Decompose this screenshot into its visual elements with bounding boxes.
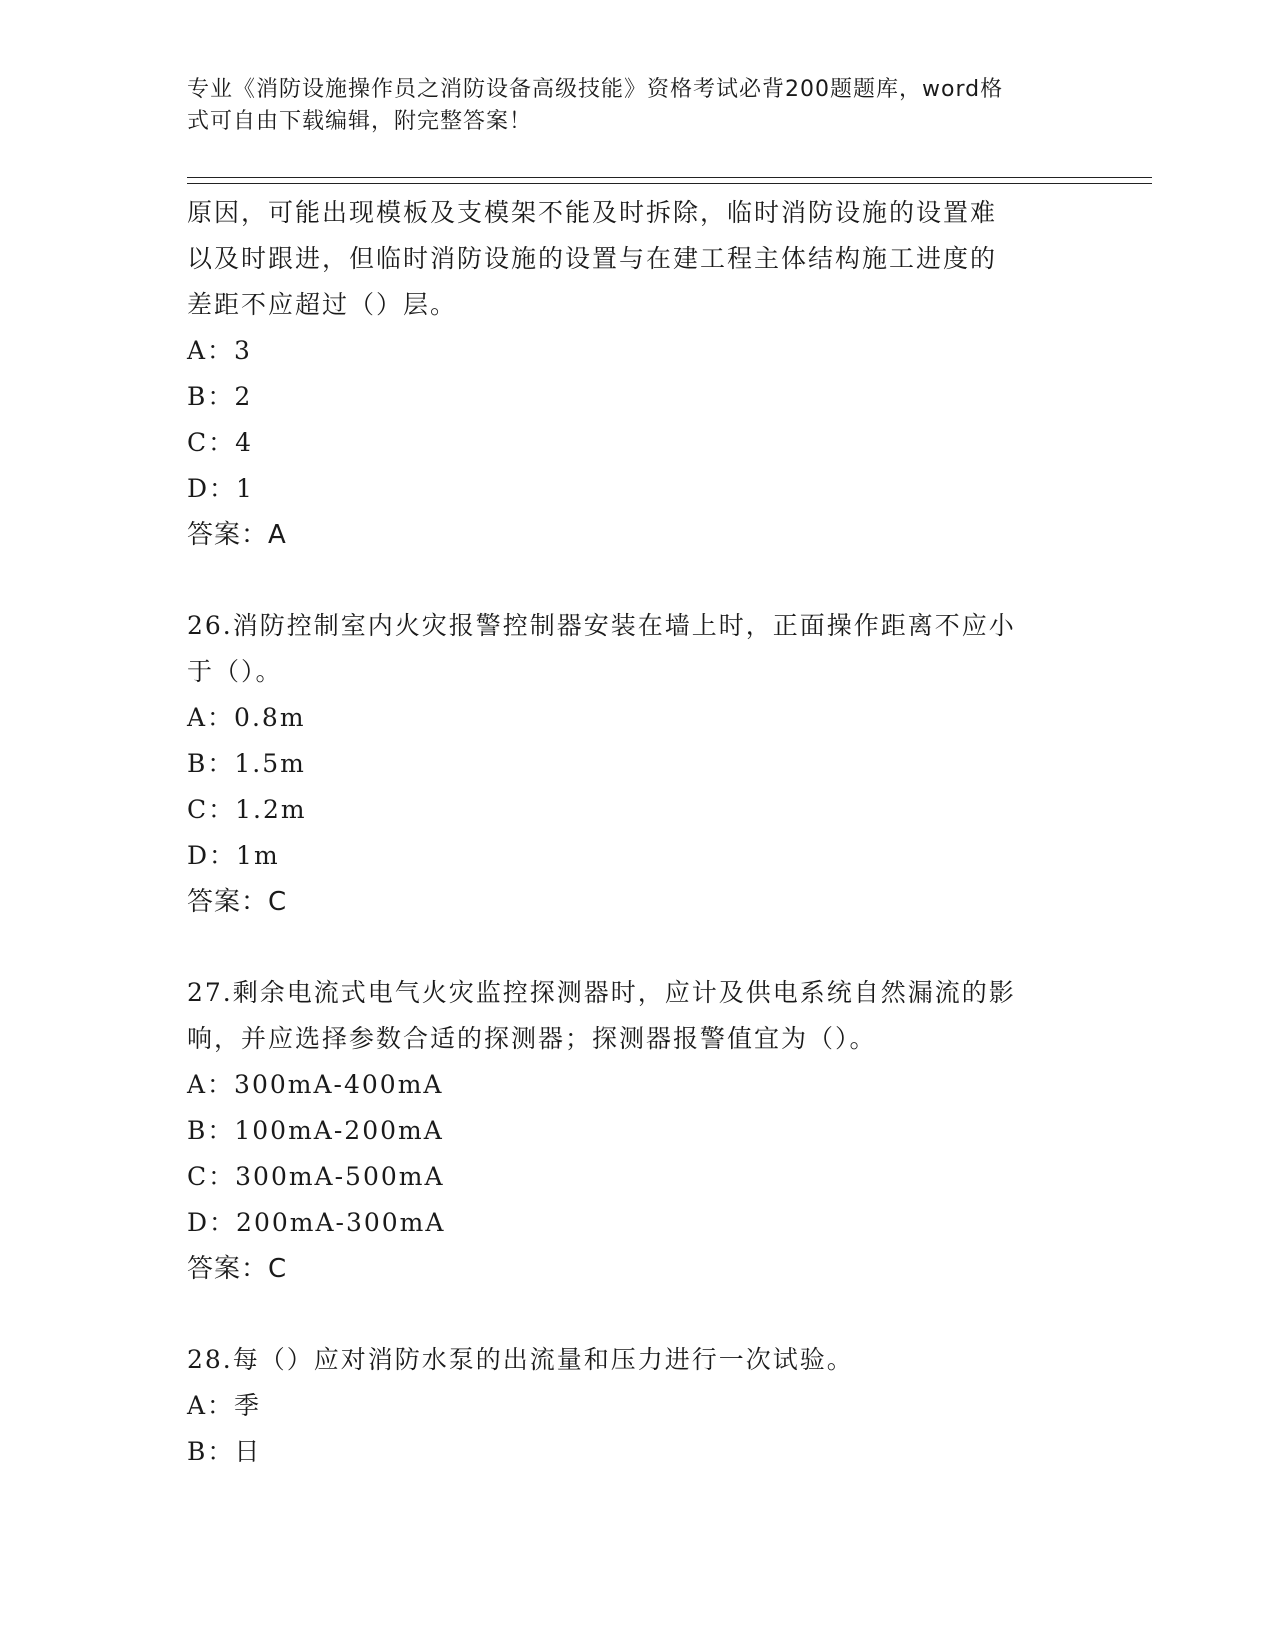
option-c: C：300mA-500mA	[187, 1162, 445, 1191]
spacer	[187, 925, 1087, 970]
header-line-1: 专业《消防设施操作员之消防设备高级技能》资格考试必背200题题库，word格	[187, 77, 1004, 102]
header-divider-bottom	[187, 183, 1152, 184]
option-a: A：季	[187, 1391, 262, 1420]
question-list	[187, 190, 1087, 1475]
answer: 答案：A	[187, 520, 287, 550]
answer: 答案：C	[187, 887, 288, 917]
document-header	[187, 74, 1067, 138]
header-divider-top	[187, 177, 1152, 178]
option-d: D：1	[187, 474, 254, 503]
option-c: C：4	[187, 428, 254, 457]
question-text-line: 于（）。	[187, 657, 283, 686]
question-text-line: 28.每（）应对消防水泵的出流量和压力进行一次试验。	[187, 1345, 854, 1374]
option-b: B：100mA-200mA	[187, 1116, 444, 1145]
question-28	[187, 1337, 1087, 1475]
question-text-line: 原因，可能出现模板及支模架不能及时拆除，临时消防设施的设置难	[187, 198, 998, 227]
option-d: D：1m	[187, 841, 280, 870]
spacer	[187, 1292, 1087, 1337]
option-a: A：0.8m	[187, 703, 306, 732]
option-a: A：3	[187, 336, 252, 365]
option-d: D：200mA-300mA	[187, 1208, 446, 1237]
question-26	[187, 603, 1087, 925]
header-line-2: 式可自由下载编辑，附完整答案！	[187, 109, 533, 134]
answer: 答案：C	[187, 1254, 288, 1284]
question-text-line: 以及时跟进，但临时消防设施的设置与在建工程主体结构施工进度的	[187, 244, 998, 273]
option-b: B：日	[187, 1437, 262, 1466]
question-27	[187, 970, 1087, 1292]
option-b: B：2	[187, 382, 253, 411]
question-25	[187, 190, 1087, 558]
option-a: A：300mA-400mA	[187, 1070, 444, 1099]
question-text-line: 26.消防控制室内火灾报警控制器安装在墙上时，正面操作距离不应小	[187, 611, 1016, 640]
question-text-line: 响，并应选择参数合适的探测器；探测器报警值宜为（）。	[187, 1024, 877, 1053]
option-b: B：1.5m	[187, 749, 306, 778]
question-text-line: 27.剩余电流式电气火灾监控探测器时，应计及供电系统自然漏流的影	[187, 978, 1016, 1007]
option-c: C：1.2m	[187, 795, 307, 824]
question-text-line: 差距不应超过（）层。	[187, 290, 458, 319]
spacer	[187, 558, 1087, 603]
